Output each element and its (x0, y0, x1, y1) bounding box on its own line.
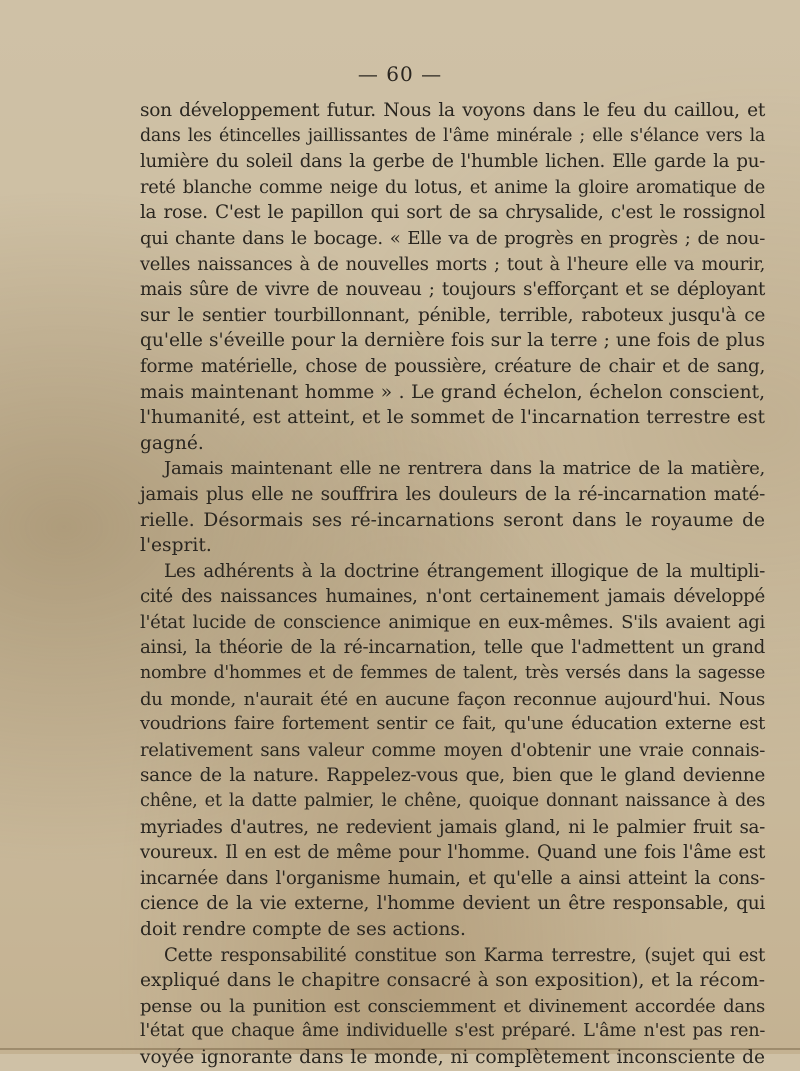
text-line: sur le sentier tourbillonnant, pénible, terrible, raboteux jusqu'à ce (140, 304, 765, 326)
text-line: velles naissances à de nouvelles morts ; tout à l'heure elle va mourir, (140, 253, 765, 275)
text-line: qu'elle s'éveille pour la dernière fois sur la terre ; une fois de plus (140, 330, 765, 352)
text-line: ainsi, la théorie de la ré-incarnation, telle que l'admettent un grand (140, 637, 765, 659)
text-line: son développement futur. Nous la voyons dans le feu du caillou, et (140, 100, 765, 121)
text-line: jamais plus elle ne souffrira les douleurs de la ré-incarnation maté- (140, 483, 765, 505)
text-line: gagné. (140, 432, 204, 454)
text-line: cité des naissances humaines, n'ont certainement jamais développé (140, 586, 765, 608)
text-line: expliqué dans le chapitre consacré à son exposition), et la récom- (140, 970, 765, 992)
body-text (140, 98, 765, 1071)
text-line: myriades d'autres, ne redevient jamais gland, ni le palmier fruit sa- (140, 816, 765, 838)
text-line: Cette responsabilité constitue son Karma terrestre, (sujet qui est (164, 944, 765, 966)
text-line: mais sûre de vivre de nouveau ; toujours s'efforçant et se déployant (140, 279, 765, 301)
text-line: lumière du soleil dans la gerbe de l'humble lichen. Elle garde la pu- (140, 151, 765, 173)
text-line: qui chante dans le bocage. « Elle va de progrès en progrès ; de nou- (140, 227, 765, 249)
text-line: voureux. Il en est de même pour l'homme. Quand une fois l'âme est (140, 842, 765, 864)
text-line: forme matérielle, chose de poussière, créature de chair et de sang, (140, 355, 765, 377)
page-number: — 60 — (357, 62, 443, 86)
text-line: dans les étincelles jaillissantes de l'âme minérale ; elle s'élance vers la (140, 125, 765, 146)
text-line: sance de la nature. Rappelez-vous que, bien que le gland devienne (140, 765, 765, 787)
text-line: mais maintenant homme » . Le grand échelon, échelon conscient, (140, 381, 765, 403)
text-line: reté blanche comme neige du lotus, et anime la gloire aromatique de (140, 176, 765, 198)
text-line: voyée ignorante dans le monde, ni complètement inconsciente de (140, 1046, 765, 1068)
text-line: incarnée dans l'organisme humain, et qu'elle a ainsi atteint la cons- (140, 867, 765, 889)
text-line: nombre d'hommes et de femmes de talent, très versés dans la sagesse (140, 663, 765, 684)
text-line: relativement sans valeur comme moyen d'obtenir une vraie connais- (140, 739, 765, 761)
text-line: la rose. C'est le papillon qui sort de sa chrysalide, c'est le rossignol (140, 202, 765, 224)
text-line: chêne, et la datte palmier, le chêne, quoique donnant naissance à des (140, 791, 765, 812)
text-line: pense ou la punition est consciemment et divinement accordée dans (140, 995, 765, 1017)
text-line: Jamais maintenant elle ne rentrera dans la matrice de la matière, (164, 458, 765, 480)
text-line: l'humanité, est atteint, et le sommet de l'incarnation terrestre est (140, 407, 765, 429)
text-line: cience de la vie externe, l'homme devient un être responsable, qui (140, 893, 765, 915)
text-line: rielle. Désormais ses ré-incarnations seront dans le royaume de (140, 509, 765, 531)
page-edge-divider (0, 1048, 800, 1050)
text-line: doit rendre compte de ses actions. (140, 919, 466, 940)
text-line: l'état lucide de conscience animique en eux-mêmes. S'ils avaient agi (140, 611, 765, 633)
text-line: voudrions faire fortement sentir ce fait, qu'une éducation externe est (140, 714, 765, 735)
text-line: l'état que chaque âme individuelle s'est préparé. L'âme n'est pas ren- (140, 1021, 765, 1042)
text-line: du monde, n'aurait été en aucune façon reconnue aujourd'hui. Nous (140, 688, 765, 710)
text-line: Les adhérents à la doctrine étrangement illogique de la multipli- (164, 560, 765, 582)
text-line: l'esprit. (140, 535, 212, 557)
